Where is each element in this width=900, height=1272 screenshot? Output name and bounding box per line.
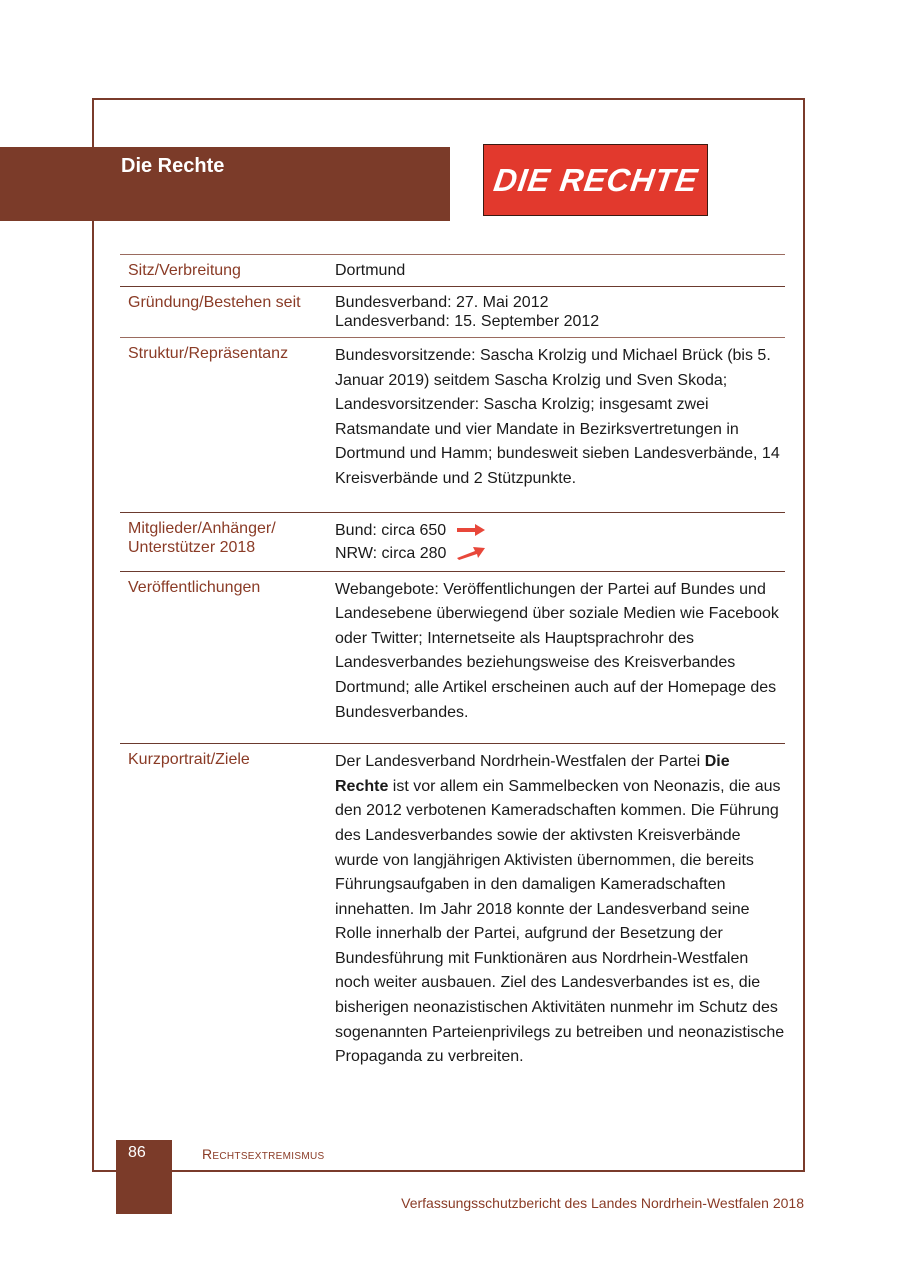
row-mitglieder [120, 513, 785, 572]
value-gruendung [335, 293, 785, 331]
value-veroeffentlichungen: Webangebote: Veröffentlichungen der Partei auf Bundes und Landesebene überwiegend über soziale Medien wie Facebook oder Twitter; Internetseite als Hauptsprachrohr des Landesverbandes beziehungsweise des Kreisverbandes Dortmund; alle Artikel erscheinen auch auf der Homepage des Bundesverbandes. [335, 580, 779, 721]
value-struktur: Bundesvorsitzende: Sascha Krolzig und Michael Brück (bis 5. Januar 2019) seitdem Sascha Krolzig und Sven Skoda; Landesvorsitzender: Sascha Krolzig; insgesamt zwei Ratsmandate und vier Mandate in Bezirksvertretungen in Dortmund und Hamm; bundesweit sieben Landesverbände, 14 Kreisverbände und 2 Stützpunkte. [335, 347, 780, 487]
value-gruendung-land: Landesverband: 15. September 2012 [335, 313, 600, 330]
party-logo [483, 144, 708, 216]
row-struktur [120, 338, 785, 513]
page-title: Die Rechte [121, 155, 225, 177]
label-mitglieder [120, 519, 335, 565]
value-mitglieder [335, 519, 785, 565]
row-sitz [120, 255, 785, 287]
report-title: Verfassungsschutzbericht des Landes Nordrhein-Westfalen 2018 [401, 1195, 804, 1211]
mitglieder-bund-text: Bund: circa 650 [335, 521, 447, 539]
arrow-right-icon [455, 523, 487, 537]
mitglieder-bund [335, 519, 785, 542]
row-kurzportrait [120, 744, 785, 1076]
label-veroeffentlichungen: Veröffentlichungen [128, 578, 261, 596]
title-band [0, 147, 450, 221]
row-veroeffentlichungen [120, 572, 785, 745]
info-table [120, 254, 785, 1076]
value-sitz: Dortmund [335, 262, 406, 279]
kurzportrait-intro: Der Landesverband Nordrhein-Westfalen der Partei [335, 753, 705, 771]
section-label: Rechtsextremismus [202, 1146, 325, 1162]
page-number: 86 [128, 1144, 146, 1161]
row-gruendung [120, 287, 785, 338]
party-logo-text: DIE RECHTE [491, 161, 700, 198]
mitglieder-nrw-text: NRW: circa 280 [335, 544, 447, 562]
arrow-up-right-icon [455, 545, 487, 561]
label-mitglieder-line2: Unterstützer 2018 [128, 538, 256, 556]
kurzportrait-text: ist vor allem ein Sammelbecken von Neonazis, die aus den 2012 verbotenen Kameradschaften kommen. Die Führung des Landesverbandes sowie der aktivsten Kreisverbände wurde von langjährigen Aktivisten übernommen, die bereits Führungsaufgaben in den damaligen Kameradschaften innehatten. Im Jahr 2018 konnte der Landesverband seine Rolle innerhalb der Partei, aufgrund der Besetzung der Bundesführung mit Funktionären aus Nordrhein-Westfalen noch weiter ausbauen. Ziel des Landesverbandes ist es, die bisherigen neonazistischen Aktivitäten nunmehr im Schutz des sogenannten Parteienprivilegs zu betreiben und neonazistische Propaganda zu verbreiten. [335, 777, 785, 1066]
value-gruendung-bund: Bundesverband: 27. Mai 2012 [335, 294, 549, 311]
value-kurzportrait [335, 750, 785, 1070]
label-gruendung: Gründung/Bestehen seit [128, 294, 301, 311]
label-kurzportrait: Kurzportrait/Ziele [128, 751, 250, 769]
label-sitz: Sitz/Verbreitung [128, 262, 241, 279]
mitglieder-nrw [335, 542, 785, 565]
label-mitglieder-line1: Mitglieder/Anhänger/ [128, 519, 276, 537]
label-struktur: Struktur/Repräsentanz [128, 345, 289, 362]
kurzportrait-party-name: Die Rechte [335, 753, 730, 795]
